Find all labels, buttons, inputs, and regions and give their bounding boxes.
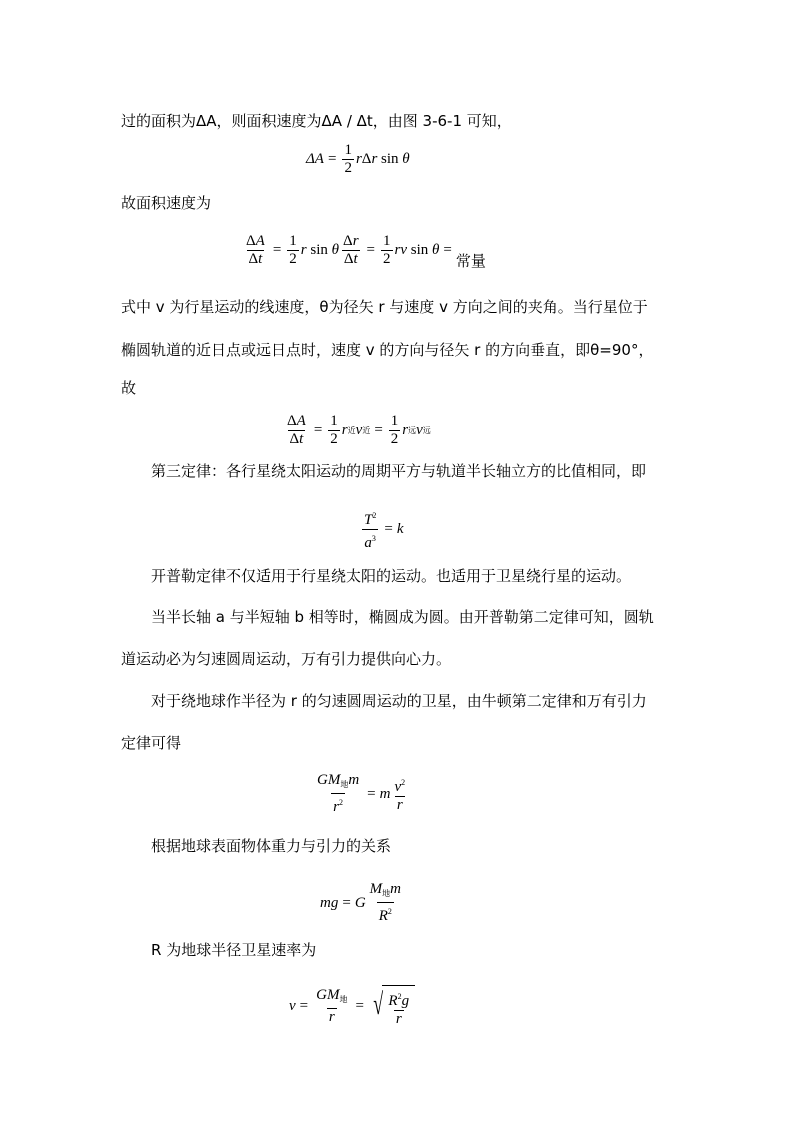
equation-satellite-speed: v = $\frac{GM_地}{r}$ = √ $\frac{R^2g}{r}$ <box>289 985 415 1028</box>
text-line: 故面积速度为 <box>121 194 212 212</box>
equation-area-element: ΔA = $\frac{1}{2}$ r Δ r sin θ <box>306 142 410 176</box>
text-line: 定律可得 <box>121 734 182 752</box>
text-line: 故 <box>121 379 137 397</box>
equation-surface-gravity: mg = G $\frac{M_地m}{R^2}$ <box>320 881 401 924</box>
equation-perihelion-aphelion: $\frac{\Delta A}{\Delta t}$ = $\frac{1}{2}$ r 近 v 近 = $\frac{1}{2}$ r 远 v 远 <box>287 413 431 447</box>
text-line: 椭圆轨道的近日点或远日点时，速度 v 的方向与径矢 r 的方向垂直，即θ=90°， <box>121 341 654 359</box>
text-line: 对于绕地球作半径为 r 的匀速圆周运动的卫星，由牛顿第二定律和万有引力 <box>151 692 647 710</box>
text-line: 根据地球表面物体重力与引力的关系 <box>151 837 392 855</box>
text-line: 第三定律：各行星绕太阳运动的周期平方与轨道半长轴立方的比值相同，即 <box>151 462 647 480</box>
text-line: 式中 v 为行星运动的线速度，θ为径矢 r 与速度 v 方向之间的夹角。当行星位于 <box>121 298 648 316</box>
text-line: 过的面积为ΔA，则面积速度为ΔA / Δt，由图 3-6-1 可知， <box>121 112 512 130</box>
constant-label: 常量 <box>455 252 486 270</box>
text-line: 开普勒定律不仅适用于行星绕太阳的运动。也适用于卫星绕行星的运动。 <box>151 567 632 585</box>
text-line: 当半长轴 a 与半短轴 b 相等时，椭圆成为圆。由开普勒第二定律可知，圆轨 <box>151 608 654 626</box>
equation-third-law: $\frac{T^2}{a^3}$ = k <box>364 511 404 551</box>
equation-gravity-centripetal: $\frac{GM_地m}{r^2}$ = m $\frac{v^2}{r}$ <box>317 772 406 815</box>
equation-areal-velocity: $\frac{\Delta A}{\Delta t}$ = $\frac{1}{2}$ r sin θ $\frac{\Delta r}{\Delta t}$ = $\frac{1}{2}$ rv sin θ = 常量 <box>246 233 486 270</box>
text-line: R 为地球半径卫星速率为 <box>151 941 317 959</box>
text-line: 道运动必为匀速圆周运动，万有引力提供向心力。 <box>121 650 452 668</box>
